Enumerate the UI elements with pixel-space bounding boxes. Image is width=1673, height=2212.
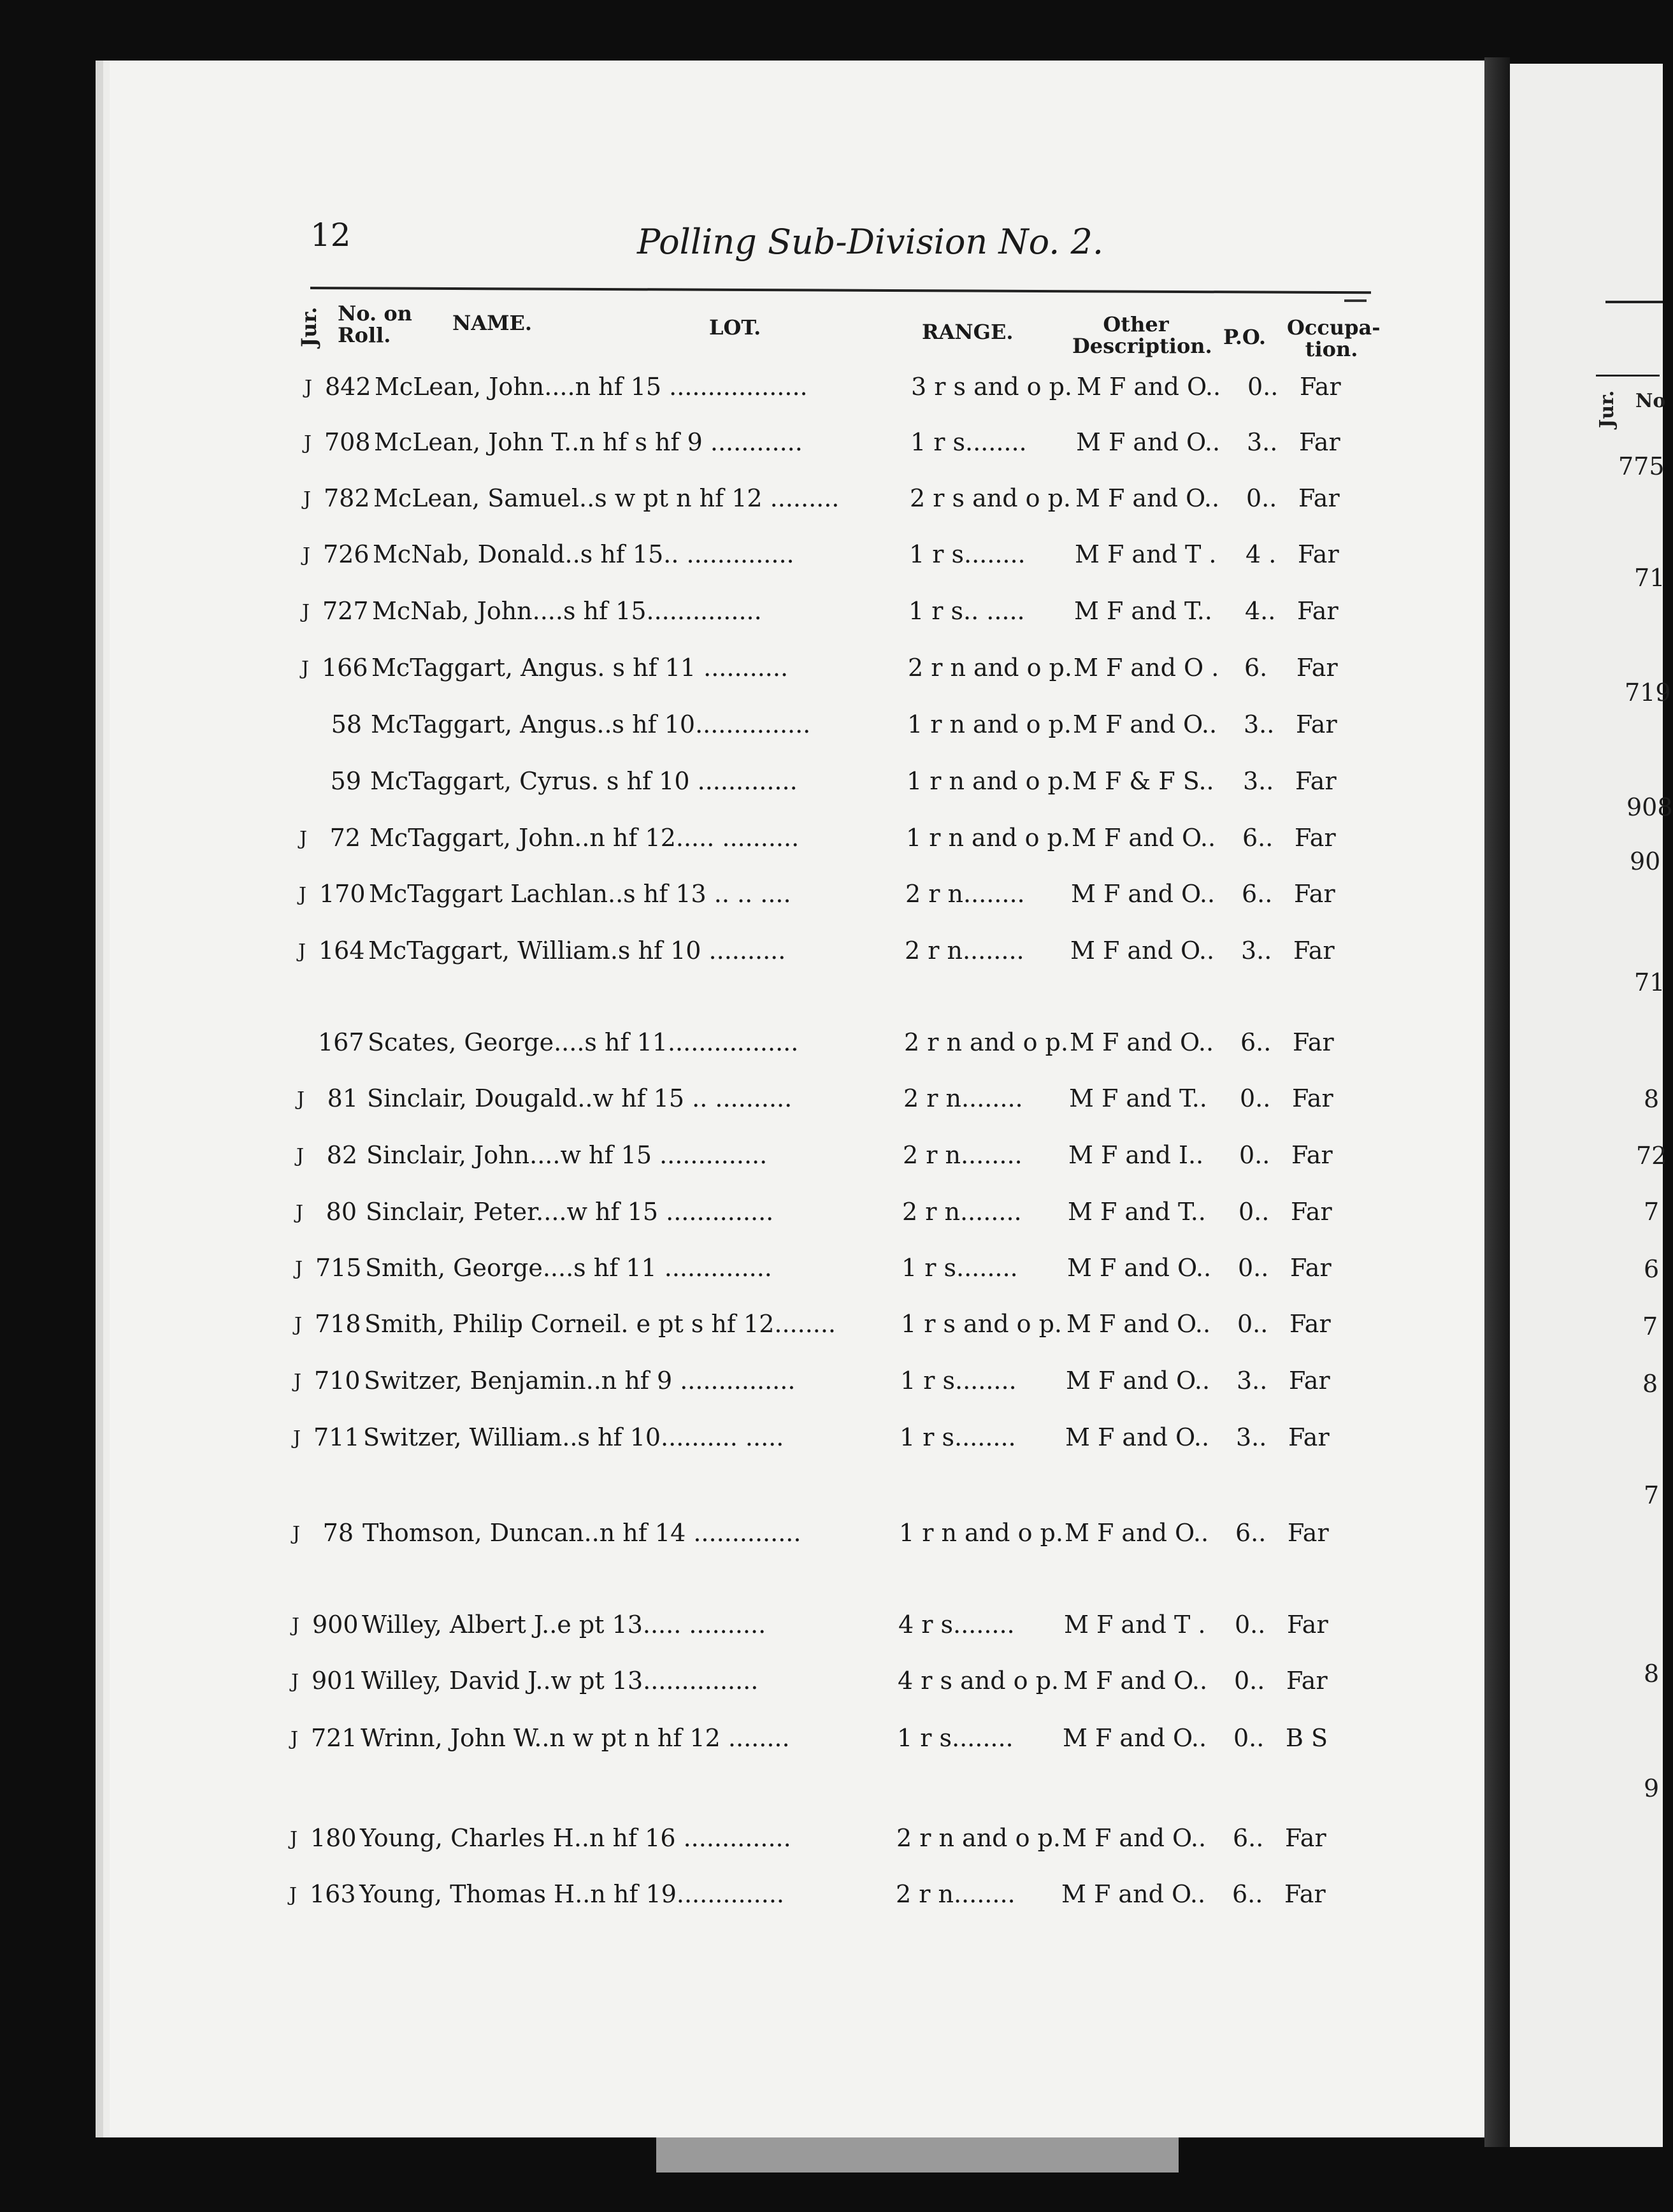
roll-number: 900 xyxy=(312,1611,359,1639)
voter-name: Thomson, Duncan..n hf 14 .............. xyxy=(363,1519,801,1547)
roll-number: 710 xyxy=(314,1367,361,1395)
adjacent-page-fragment: 908 xyxy=(1626,793,1673,821)
voter-name: Smith, George....s hf 11 .............. xyxy=(365,1254,772,1282)
roll-number: 718 xyxy=(315,1310,361,1338)
post-office: 0.. xyxy=(1237,1310,1268,1338)
roll-number: 166 xyxy=(322,654,368,682)
occupation: Far xyxy=(1298,540,1339,568)
voter-name: Switzer, Benjamin..n hf 9 ............... xyxy=(364,1367,796,1395)
voter-row xyxy=(0,1367,1659,1405)
other-description: M F & F S.. xyxy=(1072,767,1214,795)
occupation: Far xyxy=(1285,1824,1326,1852)
lot: ..w pt 13............... xyxy=(535,1667,759,1695)
jurisdiction-mark: J xyxy=(303,488,312,510)
range: 2 r n........ xyxy=(902,1198,1022,1226)
adjacent-page-rule xyxy=(1605,301,1663,303)
roll-number: 721 xyxy=(311,1724,357,1752)
occupation: Far xyxy=(1291,1198,1332,1226)
lot: ....s hf 11................. xyxy=(554,1028,799,1056)
roll-number: 80 xyxy=(326,1198,357,1226)
post-office: 6.. xyxy=(1242,824,1274,852)
voter-row xyxy=(0,1141,1659,1179)
occupation: Far xyxy=(1293,1028,1334,1056)
voter-row xyxy=(0,1198,1659,1236)
occupation: Far xyxy=(1294,880,1335,908)
other-description: M F and O.. xyxy=(1063,1667,1208,1695)
adjacent-page-fragment: 775 xyxy=(1618,452,1665,480)
range: 1 r s........ xyxy=(910,428,1027,456)
jurisdiction-mark: J xyxy=(296,1202,304,1224)
occupation: Far xyxy=(1287,1611,1328,1639)
voter-name: McLean, John T..n hf s hf 9 ............ xyxy=(374,428,803,456)
column-header-occupation: Occupa- tion. xyxy=(1287,315,1381,361)
occupation: Far xyxy=(1295,824,1336,852)
column-header-range: RANGE. xyxy=(922,320,1014,344)
adjacent-page-fragment: 71 xyxy=(1634,564,1665,592)
other-description: M F and O.. xyxy=(1065,1423,1210,1451)
post-office: 0.. xyxy=(1238,1254,1269,1282)
range: 1 r n and o p. xyxy=(906,824,1070,852)
roll-number: 708 xyxy=(324,428,371,456)
voter-row xyxy=(0,540,1659,578)
adjacent-page-fragment: 7 xyxy=(1644,1198,1660,1226)
voter-row xyxy=(0,1084,1659,1123)
occupation: Far xyxy=(1293,937,1335,965)
occupation: B S xyxy=(1286,1724,1328,1752)
voter-row xyxy=(0,428,1659,466)
jurisdiction-mark: J xyxy=(296,1145,305,1167)
adjacent-page-fragment: 7 xyxy=(1644,1481,1660,1509)
lot: ..s w pt n hf 12 ......... xyxy=(579,484,840,512)
jurisdiction-mark: J xyxy=(301,657,310,680)
lot: ..s hf 13 .. .. .... xyxy=(608,880,791,908)
binding-tab xyxy=(656,2137,1179,2172)
post-office: 3.. xyxy=(1241,937,1272,965)
post-office: 6.. xyxy=(1235,1519,1267,1547)
post-office: 0.. xyxy=(1234,1667,1265,1695)
voter-name: McTaggart, William.s hf 10 .......... xyxy=(368,937,786,965)
roll-number: 167 xyxy=(318,1028,364,1056)
lot: ....s hf 15............... xyxy=(532,597,762,625)
jurisdiction-mark: J xyxy=(298,940,306,963)
post-office: 6.. xyxy=(1232,1880,1263,1908)
voter-name: Switzer, William..s hf 10.......... ..... xyxy=(363,1423,784,1451)
occupation: Far xyxy=(1295,767,1337,795)
other-description: M F and O.. xyxy=(1070,937,1215,965)
voter-row xyxy=(0,1423,1659,1462)
voter-name: McTaggart, John..n hf 12..... .......... xyxy=(370,824,800,852)
voter-name: Scates, George....s hf 11................. xyxy=(368,1028,799,1056)
roll-number: 59 xyxy=(330,767,361,795)
adjacent-page-fragment: 6 xyxy=(1644,1255,1660,1283)
voter-name: McTaggart Lachlan..s hf 13 .. .. .... xyxy=(369,880,791,908)
page-number: 12 xyxy=(310,217,351,254)
jurisdiction-mark: J xyxy=(302,601,310,623)
roll-number: 715 xyxy=(315,1254,362,1282)
jurisdiction-mark: J xyxy=(291,1670,299,1693)
voter-name: Willey, Albert J..e pt 13..... .......... xyxy=(362,1611,766,1639)
voter-row xyxy=(0,1667,1659,1705)
range: 1 r s........ xyxy=(900,1423,1016,1451)
post-office: 4.. xyxy=(1245,597,1276,625)
occupation: Far xyxy=(1297,597,1339,625)
other-description: M F and T.. xyxy=(1074,597,1212,625)
other-description: M F and O.. xyxy=(1066,1367,1210,1395)
jurisdiction-mark: J xyxy=(295,1258,303,1280)
jurisdiction-mark: J xyxy=(303,544,311,566)
other-description: M F and O.. xyxy=(1061,1880,1206,1908)
voter-name: McLean, John....n hf 15 .................. xyxy=(375,373,808,401)
column-header-po: P.O. xyxy=(1223,325,1267,349)
occupation: Far xyxy=(1288,1423,1330,1451)
occupation: Far xyxy=(1298,484,1340,512)
range: 3 r s and o p. xyxy=(911,373,1072,401)
column-header-roll: No. on Roll. xyxy=(338,301,412,347)
lot: . s hf 11 ........... xyxy=(597,654,789,682)
range: 1 r n and o p. xyxy=(899,1519,1063,1547)
lot: . e pt s hf 12........ xyxy=(621,1310,836,1338)
post-office: 6. xyxy=(1244,654,1268,682)
other-description: M F and O.. xyxy=(1072,824,1216,852)
other-description: M F and O.. xyxy=(1070,1028,1214,1056)
range: 1 r s........ xyxy=(900,1367,1017,1395)
occupation: Far xyxy=(1289,1367,1330,1395)
roll-number: 782 xyxy=(324,484,370,512)
roll-number: 727 xyxy=(322,597,369,625)
range: 1 r s........ xyxy=(897,1724,1014,1752)
range: 2 r s and o p. xyxy=(910,484,1071,512)
other-description: M F and T.. xyxy=(1068,1198,1206,1226)
post-office: 0.. xyxy=(1240,1084,1271,1112)
adjacent-page-fragment: 9 xyxy=(1644,1774,1660,1802)
voter-name: McLean, Samuel..s w pt n hf 12 ......... xyxy=(373,484,840,512)
voter-name: Young, Thomas H..n hf 19.............. xyxy=(359,1880,784,1908)
roll-number: 163 xyxy=(310,1880,356,1908)
adjacent-page-no-heading: No xyxy=(1635,390,1666,412)
occupation: Far xyxy=(1296,710,1337,738)
post-office: 4 . xyxy=(1246,540,1277,568)
roll-number: 726 xyxy=(323,540,370,568)
column-header-name: NAME. xyxy=(452,311,533,335)
post-office: 3.. xyxy=(1244,710,1275,738)
voter-row xyxy=(0,937,1659,975)
lot: ..n hf 14 .............. xyxy=(584,1519,801,1547)
other-description: M F and O . xyxy=(1073,654,1219,682)
occupation: Far xyxy=(1296,654,1338,682)
lot: ..s hf 10.......... ..... xyxy=(562,1423,784,1451)
voter-name: Willey, David J..w pt 13............... xyxy=(361,1667,759,1695)
range: 4 r s and o p. xyxy=(898,1667,1059,1695)
voter-name: Sinclair, John....w hf 15 .............. xyxy=(366,1141,768,1169)
jurisdiction-mark: J xyxy=(297,1088,305,1110)
adjacent-page-fragment: 8 xyxy=(1642,1370,1658,1398)
voter-row xyxy=(0,654,1659,692)
roll-number: 82 xyxy=(326,1141,357,1169)
header-rule-end xyxy=(1344,299,1367,302)
occupation: Far xyxy=(1292,1084,1333,1112)
range: 1 r s and o p. xyxy=(901,1310,1062,1338)
range: 2 r n and o p. xyxy=(904,1028,1068,1056)
voter-row xyxy=(0,1028,1659,1066)
post-office: 3.. xyxy=(1237,1367,1268,1395)
voter-row xyxy=(0,484,1659,522)
post-office: 3.. xyxy=(1236,1423,1267,1451)
voter-name: Young, Charles H..n hf 16 .............. xyxy=(360,1824,791,1852)
lot: ..n hf 12..... .......... xyxy=(574,824,800,852)
lot: ..n hf 19.............. xyxy=(575,1880,784,1908)
voter-row xyxy=(0,597,1659,635)
adjacent-page-fragment: 8 xyxy=(1644,1660,1660,1688)
roll-number: 72 xyxy=(329,824,361,852)
roll-number: 164 xyxy=(319,937,365,965)
occupation: Far xyxy=(1299,428,1340,456)
roll-number: 81 xyxy=(327,1084,358,1112)
voter-row xyxy=(0,1254,1659,1292)
lot: ....s hf 11 .............. xyxy=(542,1254,772,1282)
other-description: M F and O.. xyxy=(1062,1824,1207,1852)
voter-name: Sinclair, Peter....w hf 15 .............. xyxy=(366,1198,774,1226)
range: 1 r s........ xyxy=(901,1254,1018,1282)
jurisdiction-mark: J xyxy=(292,1523,301,1545)
voter-name: McTaggart, Cyrus. s hf 10 ............. xyxy=(370,767,798,795)
range: 2 r n and o p. xyxy=(908,654,1072,682)
range: 1 r n and o p. xyxy=(907,767,1071,795)
roll-number: 901 xyxy=(312,1667,358,1695)
adjacent-page-fragment: 7 xyxy=(1642,1312,1658,1340)
voter-row xyxy=(0,1880,1659,1918)
other-description: M F and O.. xyxy=(1076,428,1221,456)
voter-row xyxy=(0,767,1659,805)
voter-row xyxy=(0,1310,1659,1348)
jurisdiction-mark: J xyxy=(304,432,312,454)
post-office: 0.. xyxy=(1246,484,1277,512)
voter-name: Sinclair, Dougald..w hf 15 .. .......... xyxy=(367,1084,793,1112)
voter-name: Smith, Philip Corneil. e pt s hf 12........ xyxy=(364,1310,836,1338)
voter-name: McNab, Donald..s hf 15.. .............. xyxy=(373,540,794,568)
lot: ..s hf 15.. .............. xyxy=(564,540,794,568)
other-description: M F and O.. xyxy=(1066,1310,1211,1338)
jurisdiction-mark: J xyxy=(293,1427,301,1449)
adjacent-page-fragment: 719 xyxy=(1625,679,1671,707)
roll-number: 711 xyxy=(313,1423,360,1451)
voter-row xyxy=(0,710,1659,749)
lot: ..e pt 13..... .......... xyxy=(542,1611,766,1639)
post-office: 0.. xyxy=(1247,373,1279,401)
voter-row xyxy=(0,824,1659,862)
lot: ....w hf 15 .............. xyxy=(529,1141,768,1169)
lot: ..s hf 10............... xyxy=(596,710,811,738)
other-description: M F and O.. xyxy=(1077,373,1221,401)
range: 1 r n and o p. xyxy=(907,710,1072,738)
roll-number: 170 xyxy=(319,880,366,908)
column-header-other-description: Other Description. xyxy=(1072,312,1212,358)
other-description: M F and T.. xyxy=(1069,1084,1207,1112)
jurisdiction-mark: J xyxy=(292,1614,300,1637)
range: 2 r n........ xyxy=(896,1880,1016,1908)
post-office: 3.. xyxy=(1243,767,1274,795)
column-header-jur: Jur. xyxy=(297,306,321,347)
occupation: Far xyxy=(1289,1310,1331,1338)
post-office: 0.. xyxy=(1239,1141,1270,1169)
occupation: Far xyxy=(1288,1519,1329,1547)
jurisdiction-mark: J xyxy=(291,1728,299,1750)
other-description: M F and T . xyxy=(1075,540,1217,568)
roll-number: 78 xyxy=(322,1519,354,1547)
lot: ..n hf 9 ............... xyxy=(585,1367,796,1395)
voter-name: Wrinn, John W..n w pt n hf 12 ........ xyxy=(361,1724,790,1752)
other-description: M F and O.. xyxy=(1067,1254,1212,1282)
adjacent-page-fragment: 90 xyxy=(1630,847,1661,875)
lot: ....n hf 15 .................. xyxy=(544,373,808,401)
other-description: M F and O.. xyxy=(1071,880,1216,908)
page-title: Polling Sub-Division No. 2. xyxy=(637,222,1104,262)
occupation: Far xyxy=(1291,1141,1333,1169)
post-office: 0.. xyxy=(1233,1724,1265,1752)
post-office: 6.. xyxy=(1240,1028,1272,1056)
range: 2 r n and o p. xyxy=(896,1824,1061,1852)
post-office: 6.. xyxy=(1233,1824,1264,1852)
jurisdiction-mark: J xyxy=(290,1828,298,1850)
lot: ....w hf 15 .............. xyxy=(536,1198,774,1226)
occupation: Far xyxy=(1300,373,1341,401)
voter-row xyxy=(0,373,1659,411)
column-header-lot: LOT. xyxy=(709,315,761,340)
jurisdiction-mark: J xyxy=(294,1314,303,1336)
occupation: Far xyxy=(1286,1667,1328,1695)
lot: ..n hf s hf 9 ............ xyxy=(564,428,803,456)
adjacent-page-fragment: 71 xyxy=(1634,968,1665,996)
post-office: 6.. xyxy=(1242,880,1273,908)
lot: ..n hf 16 .............. xyxy=(573,1824,791,1852)
voter-name: McTaggart, Angus. s hf 11 ........... xyxy=(371,654,789,682)
voter-name: McNab, John....s hf 15............... xyxy=(372,597,762,625)
jurisdiction-mark: J xyxy=(299,884,307,906)
adjacent-page-fragment: 8 xyxy=(1644,1085,1660,1113)
other-description: M F and O.. xyxy=(1065,1519,1209,1547)
post-office: 3.. xyxy=(1247,428,1278,456)
adjacent-page-fragment: 72 xyxy=(1636,1142,1667,1170)
occupation: Far xyxy=(1290,1254,1332,1282)
other-description: M F and O.. xyxy=(1073,710,1217,738)
lot: ..n w pt n hf 12 ........ xyxy=(534,1724,790,1752)
lot: ..w hf 15 .. .......... xyxy=(577,1084,793,1112)
roll-number: 180 xyxy=(310,1824,357,1852)
jurisdiction-mark: J xyxy=(294,1370,302,1393)
voter-row xyxy=(0,1611,1659,1649)
lot: .s hf 10 .......... xyxy=(610,937,786,965)
post-office: 0.. xyxy=(1239,1198,1270,1226)
range: 1 r s........ xyxy=(909,540,1026,568)
other-description: M F and O.. xyxy=(1063,1724,1207,1752)
post-office: 0.. xyxy=(1235,1611,1266,1639)
adjacent-page-jur-heading: Jur. xyxy=(1596,390,1618,428)
jurisdiction-mark: J xyxy=(305,377,313,399)
voter-row xyxy=(0,880,1659,918)
other-description: M F and O.. xyxy=(1075,484,1220,512)
range: 2 r n........ xyxy=(905,880,1025,908)
voter-row xyxy=(0,1824,1659,1862)
voter-row xyxy=(0,1519,1659,1557)
range: 2 r n........ xyxy=(905,937,1024,965)
range: 1 r s.. ..... xyxy=(908,597,1025,625)
voter-name: McTaggart, Angus..s hf 10............... xyxy=(371,710,811,738)
roll-number: 842 xyxy=(325,373,371,401)
lot: . s hf 10 ............. xyxy=(591,767,798,795)
voter-row xyxy=(0,1724,1659,1762)
range: 4 r s........ xyxy=(898,1611,1015,1639)
range: 2 r n........ xyxy=(903,1084,1023,1112)
range: 2 r n........ xyxy=(903,1141,1023,1169)
other-description: M F and T . xyxy=(1064,1611,1206,1639)
jurisdiction-mark: J xyxy=(289,1884,298,1906)
occupation: Far xyxy=(1284,1880,1326,1908)
jurisdiction-mark: J xyxy=(299,828,308,850)
roll-number: 58 xyxy=(331,710,362,738)
other-description: M F and I.. xyxy=(1068,1141,1204,1169)
